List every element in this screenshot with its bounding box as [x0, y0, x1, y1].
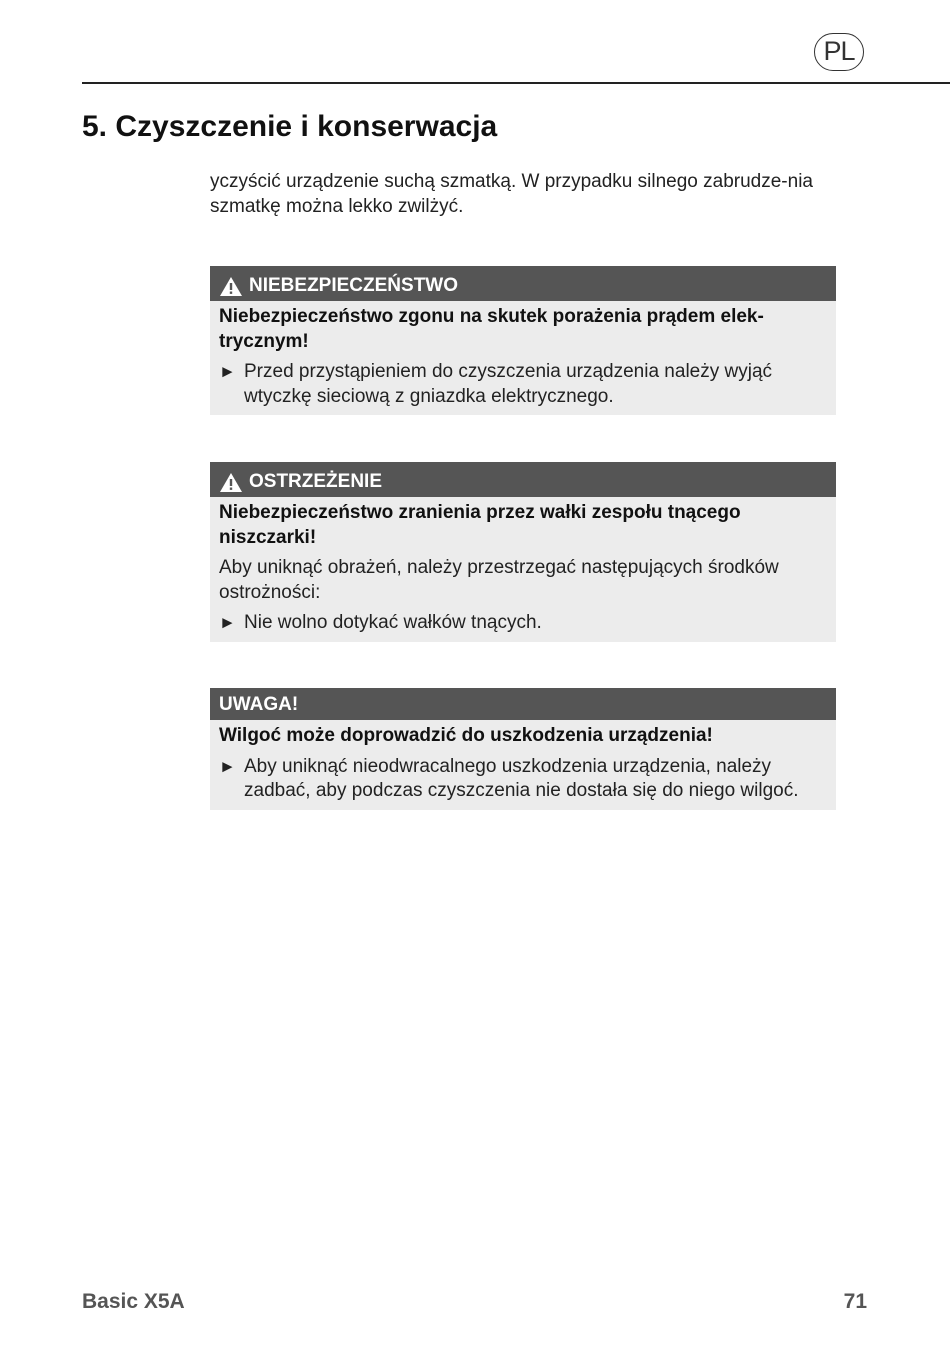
danger-bullet-text: Przed przystąpieniem do czyszczenia urządzenia należy wyjąć wtyczkę sieciową z gniazdka elektrycznego.: [244, 361, 773, 407]
intro-paragraph: yczyścić urządzenie suchą szmatką. W przypadku silnego zabrudze-nia szmatkę można lekko zwilżyć.: [210, 171, 813, 217]
caution-bullet-text: Aby uniknąć nieodwracalnego uszkodzenia urządzenia, należy zadbać, aby podczas czyszczenia nie dostała się do niego wilgoć.: [244, 755, 799, 801]
danger-header: [210, 266, 836, 301]
bullet-arrow-icon: ►: [219, 362, 236, 381]
warning-triangle-icon: [219, 276, 243, 297]
warning-header: [210, 462, 836, 497]
warning-notice: [210, 462, 836, 642]
danger-title: Niebezpieczeństwo zgonu na skutek porażenia prądem elek-trycznym!: [219, 306, 764, 352]
warning-text: Aby uniknąć obrażeń, należy przestrzegać następujących środków ostrożności:: [219, 557, 779, 603]
warning-triangle-icon: [219, 472, 243, 493]
bullet-arrow-icon: ►: [219, 613, 236, 632]
caution-header: [210, 688, 836, 720]
caution-bullet: [219, 755, 827, 804]
danger-header-label: NIEBEZPIECZEŃSTWO: [249, 275, 459, 296]
danger-bullet: [219, 360, 827, 409]
warning-title: Niebezpieczeństwo zranienia przez wałki zespołu tnącego niszczarki!: [219, 502, 741, 548]
bullet-arrow-icon: ►: [219, 756, 236, 776]
caution-header-label: UWAGA!: [219, 694, 299, 715]
caution-notice: [210, 688, 836, 810]
header-divider: [82, 82, 950, 84]
warning-bullet: [219, 611, 827, 636]
warning-header-label: OSTRZEŻENIE: [249, 471, 383, 492]
footer-page-number: 71: [843, 1290, 867, 1313]
footer-product-name: Basic X5A: [82, 1290, 185, 1313]
chapter-title: 5. Czyszczenie i konserwacja: [82, 110, 498, 143]
caution-title: Wilgoć może doprowadzić do uszkodzenia urządzenia!: [219, 725, 713, 746]
warning-bullet-text: Nie wolno dotykać wałków tnących.: [244, 612, 542, 633]
danger-notice: [210, 266, 836, 415]
language-badge: PL: [814, 33, 864, 71]
